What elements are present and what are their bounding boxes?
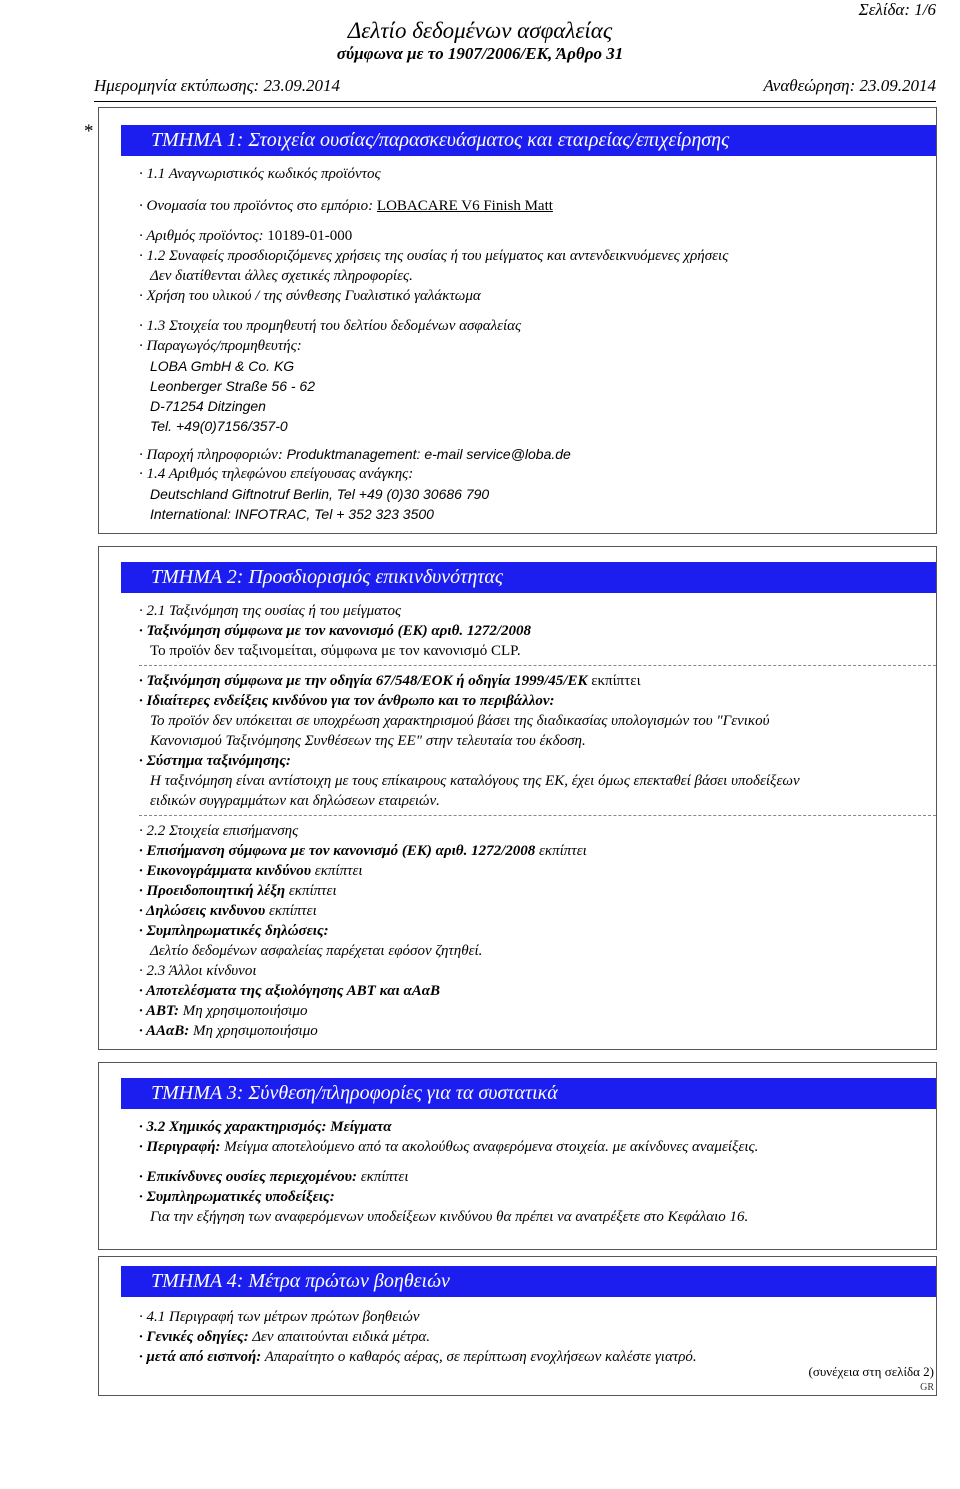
s3-additional-info: · Συμπληρωματικές υποδείξεις:: [139, 1189, 335, 1205]
divider: [139, 815, 936, 816]
s2-other-hazards: · 2.3 Άλλοι κίνδυνοι: [139, 963, 257, 979]
s2-pictograms: · Εικονογράμματα κινδύνου εκπίπτει: [139, 863, 363, 879]
s3-additional-info-text: Για την εξήγηση των αναφερόμενων υποδείξεων κινδύνου θα πρέπει να ανατρέξετε στο Κεφάλαιο 16.: [150, 1209, 749, 1225]
s1-trade-name: · Ονομασία του προϊόντος στο εμπόριο: LOBACARE V6 Finish Matt: [139, 198, 553, 214]
s2-hazard-text-2: Κανονισμού Ταξινόμησης Συνθέσεων της ΕΕ" στην τελευταία του έκδοση.: [150, 733, 586, 749]
s1-usage: · Χρήση του υλικού / της σύνθεσης Γυαλιστικό γαλάκτωμα: [139, 288, 481, 304]
section-4-title: ΤΜΗΜΑ 4: Μέτρα πρώτων βοηθειών: [121, 1266, 936, 1297]
emergency-international: International: INFOTRAC, Tel + 352 323 3500: [150, 506, 434, 522]
s2-system-text-1: Η ταξινόμηση είναι αντίστοιχη με τους επίκαιρους καταλόγους της ΕΚ, έχει όμως επεκταθεί βάσει υποδείξεων: [150, 773, 800, 789]
s2-pbt-vpvb-heading: · Αποτελέσματα της αξιολόγησης ΑΒΤ και αΑαΒ: [139, 983, 441, 999]
s3-chemical-characterization: · 3.2 Χημικός χαρακτηρισμός: Μείγματα: [139, 1119, 392, 1135]
s3-dangerous-components: · Επικίνδυνες ουσίες περιεχομένου: εκπίπτει: [139, 1169, 409, 1185]
divider: [139, 665, 936, 666]
s1-supplier-heading: · 1.3 Στοιχεία του προμηθευτή του δελτίου δεδομένων ασφαλείας: [139, 318, 522, 334]
emergency-germany: Deutschland Giftnotruf Berlin, Tel +49 (0)30 30686 790: [150, 486, 490, 502]
section-1-title: ΤΜΗΜΑ 1: Στοιχεία ουσίας/παρασκευάσματος και εταιρείας/επιχείρησης: [121, 125, 936, 156]
header-divider: [94, 101, 936, 102]
date-row: [94, 76, 936, 96]
country-code: GR: [920, 1382, 934, 1393]
company-name: LOBA GmbH & Co. KG: [150, 358, 295, 374]
info-provider-value: Produktmanagement: e-mail service@loba.de: [286, 446, 571, 462]
s2-classification-heading: · 2.1 Ταξινόμηση της ουσίας ή του μείγματος: [139, 603, 402, 619]
s1-product-identifier-heading: · 1.1 Αναγνωριστικός κωδικός προϊόντος: [139, 166, 381, 182]
company-city: D-71254 Ditzingen: [150, 398, 266, 414]
revision-marker: *: [84, 121, 94, 142]
s1-product-number: · Αριθμός προϊόντος: 10189-01-000: [139, 228, 353, 244]
print-date: Ημερομηνία εκτύπωσης: 23.09.2014: [94, 76, 340, 95]
company-street: Leonberger Straße 56 - 62: [150, 378, 315, 394]
s2-system-text-2: ειδικών συγγραμμάτων και δηλώσεων εταιρειών.: [150, 793, 440, 809]
document-subtitle: σύμφωνα με το 1907/2006/ΕΚ, Άρθρο 31: [336, 44, 624, 63]
s2-sds-on-request: Δελτίο δεδομένων ασφαλείας παρέχεται εφόσον ζητηθεί.: [150, 943, 483, 959]
s2-directive-classification: · Ταξινόμηση σύμφωνα με την οδηγία 67/548/ΕΟΚ ή οδηγία 1999/45/ΕΚ εκπίπτει: [139, 673, 641, 689]
s4-general-info: · Γενικές οδηγίες: Δεν απαιτούνται ειδικά μέτρα.: [139, 1329, 431, 1345]
s2-hazard-statements: · Δηλώσεις κινδυνου εκπίπτει: [139, 903, 317, 919]
s2-hazard-text-1: Το προϊόν δεν υπόκειται σε υποχρέωση χαρακτηρισμού βάσει της διαδικασίας υπολογισμών του "Γενικού: [150, 713, 770, 729]
section-1: [98, 107, 937, 534]
s2-label-elements-heading: · 2.2 Στοιχεία επισήμανσης: [139, 823, 299, 839]
s1-manufacturer-label: · Παραγωγός/προμηθευτής:: [139, 338, 302, 354]
s2-classification-system: · Σύστημα ταξινόμησης:: [139, 753, 291, 769]
s2-not-classified: Το προϊόν δεν ταξινομείται, σύμφωνα με τον κανονισμό CLP.: [150, 643, 521, 659]
trade-name-value: LOBACARE V6 Finish Matt: [376, 198, 553, 214]
revision-date: Αναθεώρηση: 23.09.2014: [763, 76, 936, 95]
s4-after-inhalation: · μετά από εισπνοή: Απαραίτητο ο καθαρός αέρας, σε περίπτωση ενοχλήσεων καλέστε γιατρό.: [139, 1349, 697, 1365]
s2-pbt: · ΑΒΤ: Μη χρησιμοποιήσιμο: [139, 1003, 308, 1019]
section-2: [98, 546, 937, 1050]
s2-signal-word: · Προειδοποιητική λέξη εκπίπτει: [139, 883, 337, 899]
continued-note: (συνέχεια στη σελίδα 2): [808, 1364, 934, 1379]
s2-special-hazards: · Ιδιαίτερες ενδείξεις κινδύνου για τον άνθρωπο και το περιβάλλον:: [139, 693, 555, 709]
s4-first-aid-heading: · 4.1 Περιγραφή των μέτρων πρώτων βοηθειών: [139, 1309, 420, 1325]
directive-classification-value: εκπίπτει: [591, 673, 641, 689]
s2-vpvb: · ΑΑαΒ: Μη χρησιμοποιήσιμο: [139, 1023, 318, 1039]
section-3: [98, 1062, 937, 1250]
s1-info-provider: · Παροχή πληροφοριών: Produktmanagement: e-mail service@loba.de: [139, 446, 571, 463]
s1-relevant-uses-heading: · 1.2 Συναφείς προσδιοριζόμενες χρήσεις της ουσίας ή του μείγματος και αντενδεικνυόμενες χρήσεις: [139, 248, 729, 264]
product-number-value: 10189-01-000: [267, 228, 353, 244]
s2-labelling: · Επισήμανση σύμφωνα με τον κανονισμό (ΕΚ) αριθ. 1272/2008 εκπίπτει: [139, 843, 587, 859]
s1-emergency-heading: · 1.4 Αριθμός τηλεφώνου επείγουσας ανάγκης:: [139, 466, 414, 482]
s1-no-info: Δεν διατίθενται άλλες σχετικές πληροφορίες.: [150, 268, 413, 284]
s2-supplemental-statements: · Συμπληρωματικές δηλώσεις:: [139, 923, 329, 939]
document-title: Δελτίο δεδομένων ασφαλείας: [347, 18, 613, 43]
usage-value: Γυαλιστικό γαλάκτωμα: [344, 288, 481, 304]
section-2-title: ΤΜΗΜΑ 2: Προσδιορισμός επικινδυνότητας: [121, 562, 936, 593]
company-phone: Tel. +49(0)7156/357-0: [150, 418, 288, 434]
s3-description: · Περιγραφή: Μείγμα αποτελούμενο από τα ακολούθως αναφερόμενα στοιχεία. με ακίνδυνες αναμείξεις.: [139, 1139, 759, 1155]
page-number: Σελίδα: 1/6: [858, 0, 936, 19]
s2-clp-classification: · Ταξινόμηση σύμφωνα με τον κανονισμό (ΕΚ) αριθ. 1272/2008: [139, 623, 532, 639]
section-3-title: ΤΜΗΜΑ 3: Σύνθεση/πληροφορίες για τα συστατικά: [121, 1078, 936, 1109]
